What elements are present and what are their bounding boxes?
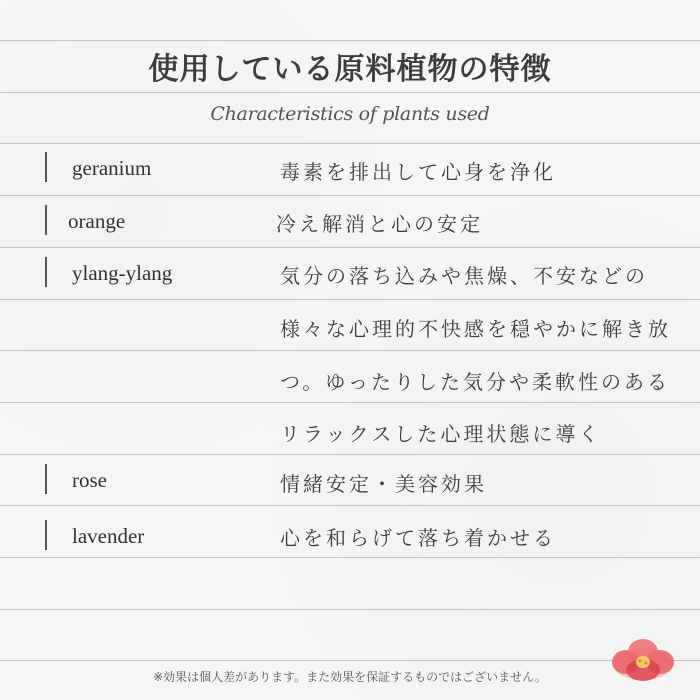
plant-effect-orange: 冷え解消と心の安定 (276, 212, 483, 236)
ruled-line (0, 40, 700, 41)
ruled-line (0, 609, 700, 610)
ruled-line (0, 143, 700, 144)
row-marker-bar (45, 152, 47, 182)
red-flower-icon (608, 634, 678, 686)
plant-name-lavender: lavender (72, 524, 145, 548)
plant-name-geranium: geranium (72, 156, 152, 180)
page-title: 使用している原料植物の特徴 (148, 52, 552, 87)
page-subtitle: Characteristics of plants used (210, 103, 490, 125)
ruled-line (0, 454, 700, 455)
plant-effect-geranium: 毒素を排出して心身を浄化 (280, 160, 556, 184)
plant-effect-lavender: 心を和らげて落ち着かせる (280, 526, 556, 550)
row-marker-bar (45, 520, 47, 550)
ruled-line (0, 92, 700, 93)
plant-name-orange: orange (68, 209, 126, 233)
ruled-line (0, 350, 700, 351)
row-marker-bar (45, 205, 47, 235)
ruled-line (0, 505, 700, 506)
plant-effect-rose: 情緒安定・美容効果 (280, 472, 487, 496)
plant-effect-ylang-ylang-line2: 様々な心理的不快感を穏やかに解き放 (280, 317, 671, 341)
ruled-line (0, 557, 700, 558)
plant-effect-ylang-ylang-line1: 気分の落ち込みや焦燥、不安などの (280, 264, 648, 288)
plant-effect-ylang-ylang-line4: リラックスした心理状態に導く (280, 422, 602, 446)
plant-effect-ylang-ylang-line3: つ。ゆったりした気分や柔軟性のある (280, 370, 670, 394)
disclaimer-footnote: ※効果は個人差があります。また効果を保証するものではございません。 (153, 670, 547, 684)
plant-name-rose: rose (72, 468, 107, 492)
ruled-line (0, 660, 700, 661)
row-marker-bar (45, 464, 47, 494)
ruled-line (0, 195, 700, 196)
ruled-line (0, 299, 700, 300)
plant-name-ylang-ylang: ylang-ylang (72, 261, 173, 285)
ruled-line (0, 402, 700, 403)
ruled-line (0, 247, 700, 248)
row-marker-bar (45, 257, 47, 287)
